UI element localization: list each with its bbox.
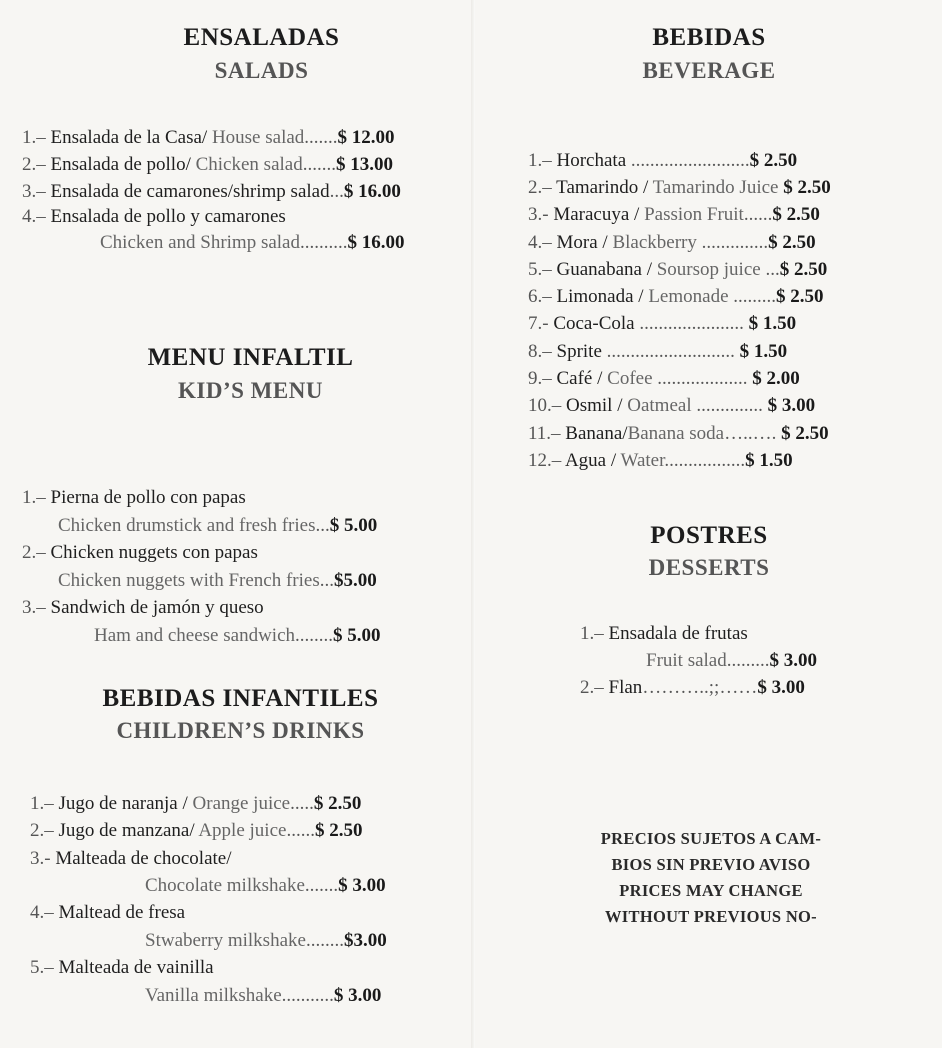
menu-item: 5.– Guanabana / Soursop juice ...$ 2.50 [528, 259, 828, 280]
menu-item: 10.– Osmil / Oatmeal .............. $ 3.00 [528, 395, 816, 416]
menu-item: 7.- Coca-Cola ...................... $ 1.50 [528, 313, 797, 334]
menu-item: 1.– Horchata .........................$ 2.50 [528, 150, 798, 171]
beverage-title-es: BEBIDAS [652, 24, 766, 51]
kids-drinks-title-en: CHILDREN’S DRINKS [116, 718, 365, 743]
menu-item: 1.– Ensadala de frutas [580, 623, 748, 644]
menu-item: 12.– Agua / Water.................$ 1.50 [528, 450, 793, 471]
salads-title-en: SALADS [214, 58, 309, 83]
menu-item: 3.- Malteada de chocolate/ [30, 848, 232, 869]
menu-item-sub: Chocolate milkshake.......$ 3.00 [145, 875, 386, 896]
menu-item-sub: Fruit salad.........$ 3.00 [646, 650, 817, 671]
beverage-title-en: BEVERAGE [642, 58, 776, 83]
menu-item: 2.– Tamarindo / Tamarindo Juice $ 2.50 [528, 177, 831, 198]
desserts-title-es: POSTRES [650, 522, 768, 549]
kids-drinks-title-es: BEBIDAS INFANTILES [102, 685, 379, 712]
kids-title-en: KID’S MENU [178, 378, 323, 403]
desserts-title-en: DESSERTS [648, 555, 770, 580]
menu-item-sub: Stwaberry milkshake........$3.00 [145, 930, 387, 951]
menu-item: 4.– Ensalada de pollo y camarones [22, 206, 286, 227]
notice-line: BIOS SIN PREVIO AVISO [611, 855, 811, 874]
menu-item: 1.– Ensalada de la Casa/ House salad.......$ 12.00 [22, 127, 395, 148]
page-fold [471, 0, 475, 1048]
menu-item-sub: Ham and cheese sandwich........$ 5.00 [94, 625, 381, 646]
menu-item: 11.– Banana/Banana soda…..…. $ 2.50 [528, 423, 829, 444]
salads-title-es: ENSALADAS [183, 24, 340, 51]
menu-item: 2.– Flan………..;;……$ 3.00 [580, 677, 805, 698]
menu-item: 8.– Sprite ........................... $ 1.50 [528, 341, 788, 362]
menu-item: 4.– Mora / Blackberry ..............$ 2.50 [528, 232, 816, 253]
menu-item-sub: Vanilla milkshake...........$ 3.00 [145, 985, 382, 1006]
menu-item: 4.– Maltead de fresa [30, 902, 186, 923]
menu-item-sub: Chicken and Shrimp salad..........$ 16.00 [100, 232, 405, 253]
notice-line: WITHOUT PREVIOUS NO- [605, 907, 817, 926]
menu-item: 2.– Ensalada de pollo/ Chicken salad.......$ 13.00 [22, 154, 393, 175]
menu-item: 3.– Sandwich de jamón y queso [22, 597, 264, 618]
menu-item: 6.– Limonada / Lemonade .........$ 2.50 [528, 286, 824, 307]
menu-item: 5.– Malteada de vainilla [30, 957, 214, 978]
menu-item: 2.– Chicken nuggets con papas [22, 542, 258, 563]
menu-item: 1.– Jugo de naranja / Orange juice.....$ 2.50 [30, 793, 362, 814]
price-notice [546, 826, 876, 930]
menu-item-sub: Chicken drumstick and fresh fries...$ 5.00 [58, 515, 378, 536]
menu-item: 3.- Maracuya / Passion Fruit......$ 2.50 [528, 204, 820, 225]
menu-item: 2.– Jugo de manzana/ Apple juice......$ 2.50 [30, 820, 363, 841]
notice-line: PRICES MAY CHANGE [619, 881, 803, 900]
kids-title-es: MENU INFALTIL [147, 344, 354, 371]
menu-item: 9.– Café / Cofee ................... $ 2.00 [528, 368, 800, 389]
menu-item: 1.– Pierna de pollo con papas [22, 487, 246, 508]
menu-item: 3.– Ensalada de camarones/shrimp salad...$ 16.00 [22, 181, 401, 202]
menu-item-sub: Chicken nuggets with French fries...$5.00 [58, 570, 377, 591]
notice-line: PRECIOS SUJETOS A CAM- [600, 829, 822, 848]
